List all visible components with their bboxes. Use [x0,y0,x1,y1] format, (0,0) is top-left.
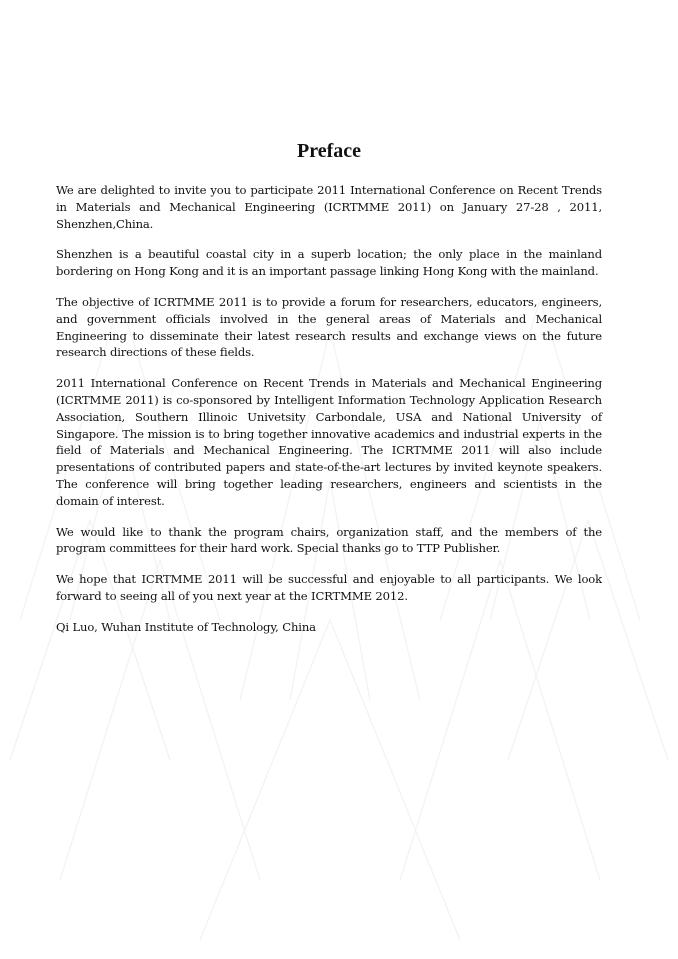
page-title: Preface [296,140,362,162]
document-body [56,138,602,636]
paragraph-invitation: We are delighted to invite you to participate 2011 International Conference on Recent Trends in Materials and Mechanical Engineering (ICRTMME 2011) on January 27-28 , 2011, Shenzhen,China. [56,183,602,231]
paragraph-closing: We hope that ICRTMME 2011 will be successful and enjoyable to all participants. We look forward to seeing all of you next year at the ICRTMME 2012. [56,572,602,603]
author-signature: Qi Luo, Wuhan Institute of Technology, China [56,619,316,634]
paragraph-thanks: We would like to thank the program chairs, organization staff, and the members of the program committees for their hard work. Special thanks go to TTP Publisher. [56,524,602,556]
paragraph-objective: The objective of ICRTMME 2011 is to provide a forum for researchers, educators, engineers, and government officials involved in the general areas of Materials and Mechanical Engineering to disseminate their latest research results and exchange views on the future research directions of these fields. [56,294,602,360]
paragraph-sponsors: 2011 International Conference on Recent Trends in Materials and Mechanical Engineering (ICRTMME 2011) is co-sponsored by Intelligent Information Technology Application Research Association, Southern Illinoic Univetsity Carbondale, USA and National University of Singapore. The mission is to bring together innovative academics and industrial experts in the field of Materials and Mechanical Engineering. The ICRTMME 2011 will also include presentations of contributed papers and state-of-the-art lectures by invited keynote speakers. The conference will bring together leading researchers, engineers and scientists in the domain of interest. [56,376,602,508]
paragraph-location: Shenzhen is a beautiful coastal city in a superb location; the only place in the mainland bordering on Hong Kong and it is an important passage linking Hong Kong with the mainland. [56,247,602,279]
